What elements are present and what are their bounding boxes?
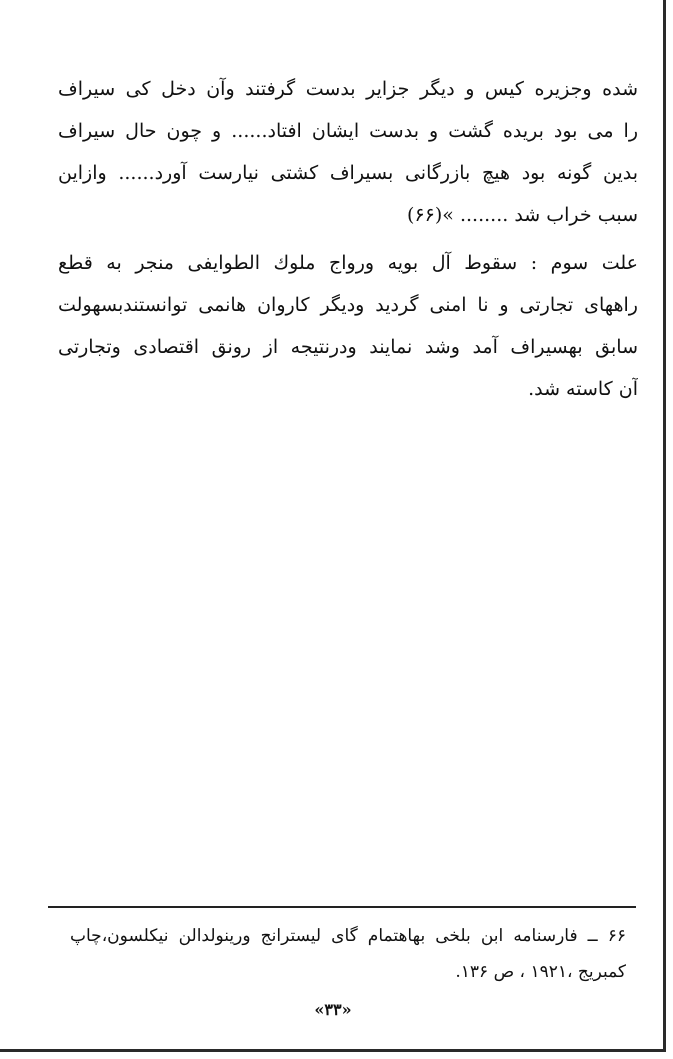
text-line: بدین گونه بود هیچ بازرگانی بسیراف کشتی نیارست آورد...... وازاین [58, 162, 638, 184]
text-line: شده وجزیره کیس و دیگر جزایر بدست گرفتند وآن دخل کی سیراف [58, 78, 638, 100]
footnote [70, 918, 626, 990]
text-line: سابق بهسیراف آمد وشد نمایند ودرنتیجه از رونق اقتصادی وتجارتی [58, 336, 638, 358]
paragraph-2 [58, 242, 638, 410]
text-line: را می بود بریده گشت و بدست ایشان افتاد...... و چون حال سیراف [58, 120, 638, 142]
text-line: سبب خراب شد ........ »(۶۶) [407, 204, 638, 226]
text-line: علت سوم : سقوط آل بویه ورواج ملوك الطوایفی منجر به قطع [58, 252, 638, 274]
paragraph-1 [58, 68, 638, 236]
footnote-divider [48, 906, 636, 908]
main-text [58, 68, 638, 410]
footnote-line: کمبریج ،۱۹۲۱ ، ص ۱۳۶. [455, 962, 626, 982]
footnote-line: ۶۶ ــ فارسنامه ابن بلخی بهاهتمام گای لیسترانج ورینولدالن نیکلسون،چاپ [70, 926, 626, 946]
text-line: راههای تجارتی و نا امنی گردید ودیگر کاروان هانمی توانستندبسهولت [58, 294, 638, 316]
text-line: آن کاسته شد. [528, 378, 638, 400]
page-number: «۳۳» [314, 1000, 352, 1019]
